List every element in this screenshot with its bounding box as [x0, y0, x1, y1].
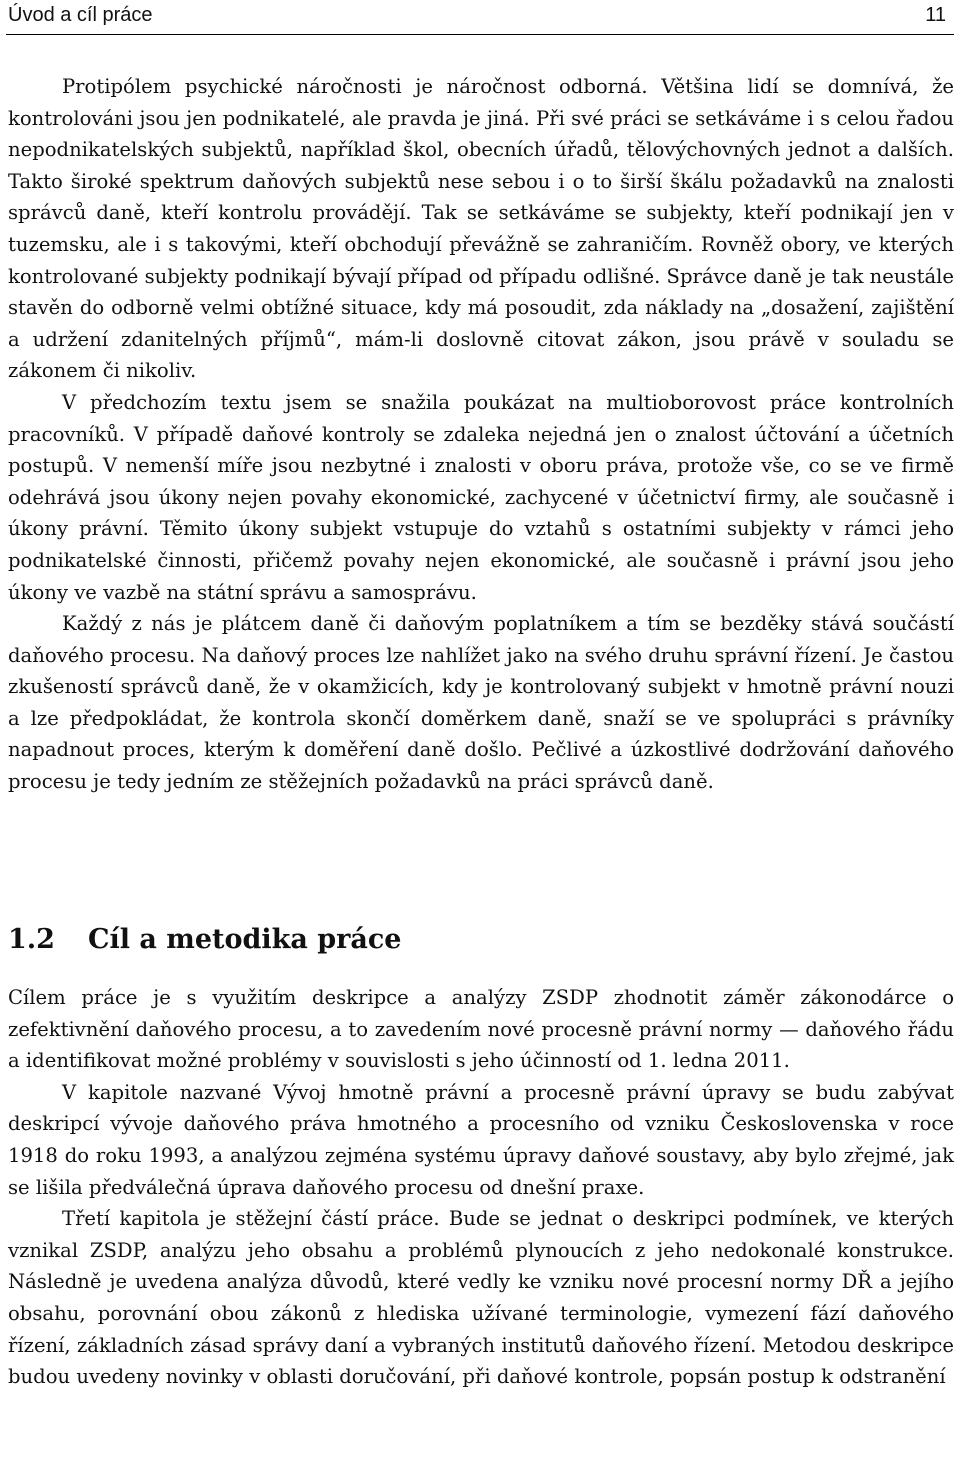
paragraph: V předchozím textu jsem se snažila poukázat na multioborovost práce kontrolních pracovníků. V případě daňové kontroly se zdaleka nejedná jen o znalost účtování a účetních postupů. V nemenší míře jsou nezbytné i znalosti v oboru práva, protože vše, co se ve firmě odehrává jsou úkony nejen povahy ekonomické, zachycené v účetnictví firmy, ale současně i úkony právní. Těmito úkony subjekt vstupuje do vztahů s ostatními subjekty v rámci jeho podnikatelské činnosti, přičemž povahy nejen ekonomické, ale současně i právní jsou jeho úkony ve vazbě na státní správu a samosprávu. — [8, 390, 954, 604]
paragraph: Cílem práce je s využitím deskripce a analýzy ZSDP zhodnotit záměr zákonodárce o zefektivnění daňového procesu, a to zavedením nové procesně právní normy — daňového řádu a identifikovat možné problémy v souvislosti s jeho účinností od 1. ledna 2011. — [8, 986, 954, 1073]
section-heading — [8, 922, 401, 958]
paragraph: V kapitole nazvané Vývoj hmotně právní a procesně právní úpravy se budu zabývat deskripcí vývoje daňového práva hmotného a procesního od vzniku Československa v roce 1918 do roku 1993, a analýzou zejména systému úpravy daňové soustavy, aby bylo zřejmé, jak se lišila předválečná úprava daňového procesu od dnešní praxe. — [8, 1080, 954, 1199]
chapter-title: Úvod a cíl práce — [8, 4, 153, 26]
section-number: 1.2 — [8, 924, 55, 955]
section-text — [8, 982, 954, 1393]
intro-text — [8, 71, 954, 798]
paragraph: Každý z nás je plátcem daně či daňovým poplatníkem a tím se bezděky stává součástí daňového procesu. Na daňový proces lze nahlížet jako na svého druhu správní řízení. Je častou zkušeností správců daně, že v okamžicích, kdy je kontrolovaný subjekt v hmotně právní nouzi a lze předpokládat, že kontrola skončí doměrkem daně, snaží se ve spolupráci s právníky napadnout proces, kterým k doměření daně došlo. Pečlivé a úzkostlivé dodržování daňového procesu je tedy jedním ze stěžejních požadavků na práci správců daně. — [8, 612, 954, 794]
paragraph: Protipólem psychické náročnosti je náročnost odborná. Většina lidí se domnívá, že kontrolováni jsou jen podnikatelé, ale pravda je jiná. Při své práci se setkáváme i s celou řadou nepodnikatelských subjektů, například škol, obecních úřadů, tělovýchovných jednot a dalších. Takto široké spektrum daňových subjektů nese sebou i o to širší škálu požadavků na znalosti správců daně, kteří kontrolu provádějí. Tak se setkáváme se subjekty, kteří podnikají jen v tuzemsku, ale i s takovými, kteří obchodují převážně se zahraničím. Rovněž obory, ve kterých kontrolované subjekty podnikají bývají případ od případu odlišné. Správce daně je tak neustále stavěn do odborně velmi obtížné situace, kdy má posoudit, zda náklady na „dosažení, zajištění a udržení zdanitelných příjmů“, mám-li doslovně citovat zákon, jsou právě v souladu se zákonem či nikoliv. — [8, 75, 954, 383]
paragraph: Třetí kapitola je stěžejní částí práce. Bude se jednat o deskripci podmínek, ve kterých vznikal ZSDP, analýzu jeho obsahu a problémů plynoucích z jeho nedokonalé konstrukce. Následně je uvedena analýza důvodů, které vedly ke vzniku nové procesní normy DŘ a jejího obsahu, porovnání obou zákonů z hlediska užívané terminologie, vymezení fází daňového řízení, základních zásad správy daní a vybraných institutů daňového řízení. Metodou deskripce budou uvedeny novinky v oblasti doručování, při daňové kontrole, popsán postup k odstranění — [8, 1207, 954, 1389]
section-title: Cíl a metodika práce — [88, 924, 402, 955]
page-number: 11 — [925, 4, 946, 26]
running-header — [6, 0, 954, 35]
